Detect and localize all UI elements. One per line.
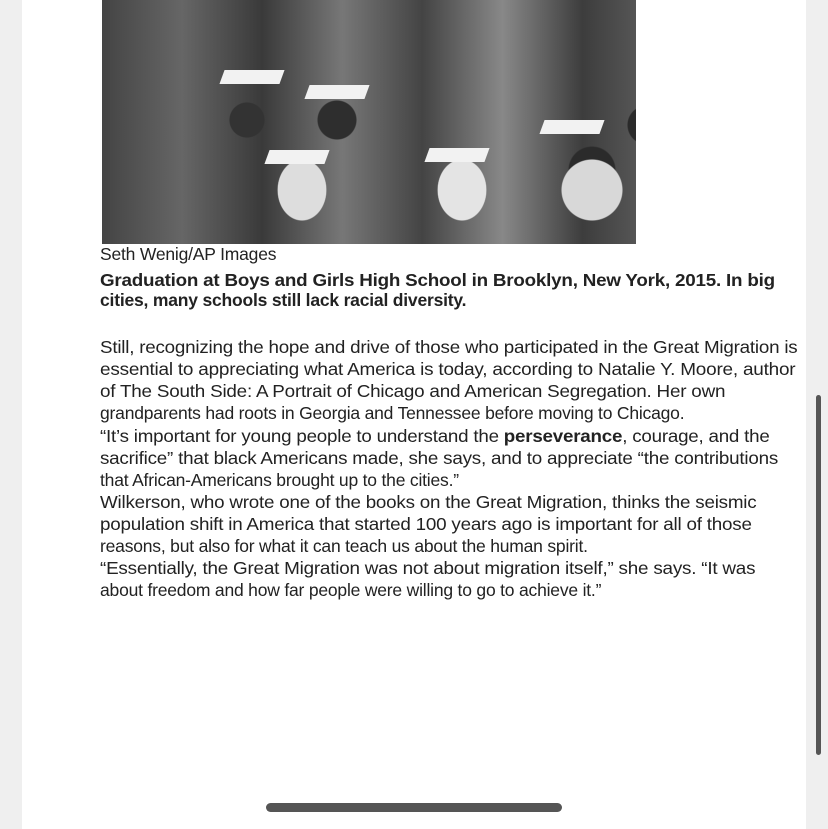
body-line: about freedom and how far people were willing to go to achieve it.”	[100, 580, 602, 600]
photo-caption-line: Graduation at Boys and Girls High School in Brooklyn, New York, 2015. In big	[100, 270, 775, 290]
photo-credit: Seth Wenig/AP Images	[100, 244, 277, 264]
body-line: population shift in America that started 100 years ago is important for all of those	[100, 514, 752, 534]
body-line: Still, recognizing the hope and drive of those who participated in the Great Migration is	[100, 337, 798, 357]
body-line: reasons, but also for what it can teach us about the human spirit.	[100, 536, 588, 556]
bold-term: perseverance	[503, 426, 623, 446]
body-line	[100, 426, 770, 447]
graduation-cap	[304, 85, 369, 99]
graduation-cap	[264, 150, 329, 164]
body-line: sacrifice” that black Americans made, she says, and to appreciate “the contributions	[100, 448, 779, 468]
photo-caption-line: cities, many schools still lack racial diversity.	[100, 290, 467, 310]
graduation-cap	[219, 70, 284, 84]
text: , courage, and the	[622, 426, 770, 446]
body-line: grandparents had roots in Georgia and Tennessee before moving to Chicago.	[100, 403, 685, 423]
vertical-scrollbar[interactable]	[816, 395, 821, 755]
body-line: of The South Side: A Portrait of Chicago and American Segregation. Her own	[100, 381, 726, 401]
graduation-cap	[424, 148, 489, 162]
body-line: Wilkerson, who wrote one of the books on the Great Migration, thinks the seismic	[100, 492, 757, 512]
horizontal-scrollbar[interactable]	[266, 803, 562, 812]
text: “It’s important for young people to understand the	[100, 426, 504, 446]
graduation-photo	[102, 0, 636, 244]
body-line: that African-Americans brought up to the cities.”	[100, 470, 459, 490]
body-line: essential to appreciating what America is today, according to Natalie Y. Moore, author	[100, 359, 796, 379]
graduation-cap	[539, 120, 604, 134]
body-line: “Essentially, the Great Migration was not about migration itself,” she says. “It was	[100, 558, 756, 578]
